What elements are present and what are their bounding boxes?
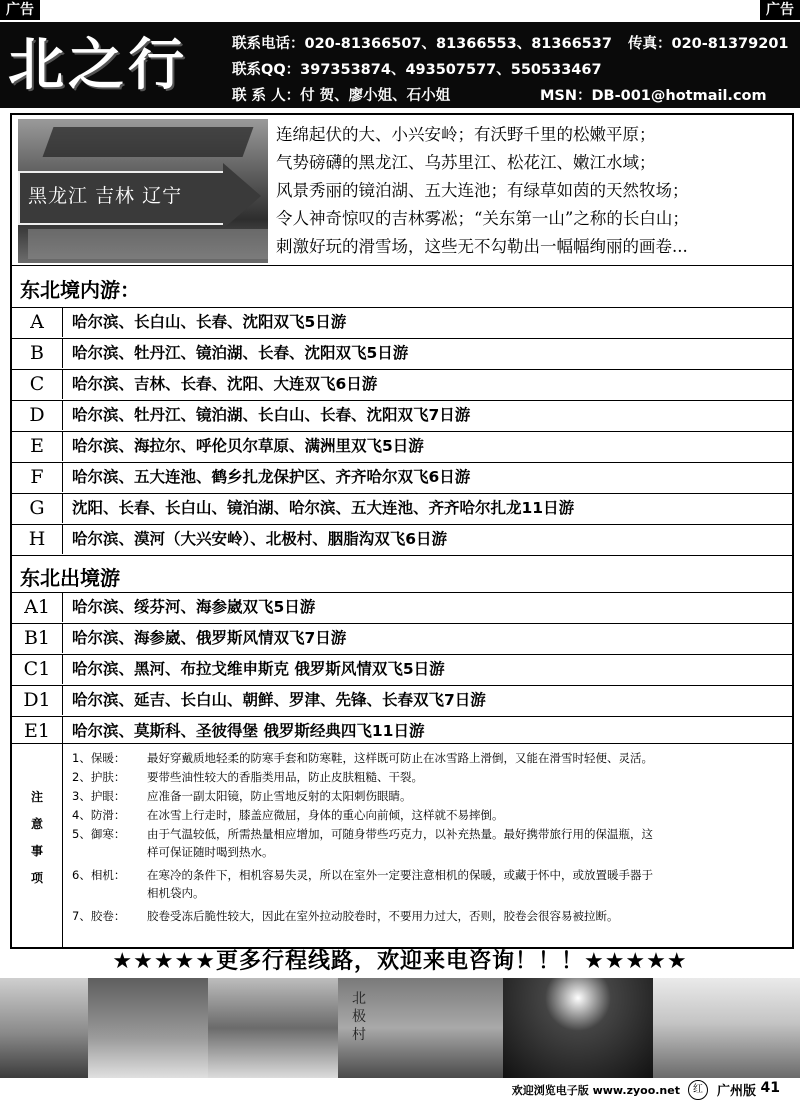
route-desc: 哈尔滨、延吉、长白山、朝鲜、罗津、先锋、长春双飞7日游 [72, 691, 486, 709]
note-number: 4、防滑： [72, 808, 126, 822]
note-item [72, 788, 412, 804]
notes-label-char: 注 [30, 790, 43, 804]
note-item [72, 750, 653, 766]
church-photo [0, 978, 88, 1078]
notes-label-char: 项 [30, 871, 43, 885]
crater-lake-photo [503, 978, 653, 1078]
carving-text: 北极村 [352, 991, 366, 1043]
footer-edition: 广州版 [716, 1084, 756, 1099]
route-code: F [12, 463, 63, 492]
note-item [72, 807, 504, 823]
note-number: 5、御寒： [72, 827, 126, 841]
notes-label-char: 事 [30, 844, 43, 858]
note-text: 在寒冷的条件下，相机容易失灵，所以在室外一定要注意相机的保暖，或藏于怀中，或放置暖手器于 [147, 868, 653, 882]
route-desc: 哈尔滨、海拉尔、呼伦贝尔草原、满洲里双飞5日游 [72, 437, 424, 455]
route-row[interactable] [12, 338, 792, 368]
intro-line: 刺激好玩的滑雪场，这些无不勾勒出一幅幅绚丽的画卷... [276, 237, 688, 256]
route-row[interactable] [12, 400, 792, 430]
route-row[interactable] [12, 716, 792, 746]
route-desc: 哈尔滨、莫斯科、圣彼得堡 俄罗斯经典四飞11日游 [72, 722, 425, 740]
banner-building-shape [43, 127, 254, 157]
ad-label-right: 广告 [760, 0, 800, 20]
route-desc: 哈尔滨、黑河、布拉戈维申斯克 俄罗斯风情双飞5日游 [72, 660, 445, 678]
route-row[interactable] [12, 592, 792, 622]
note-text: 胶卷受冻后脆性较大，因此在室外拉动胶卷时，不要用力过大，否则，胶卷会很容易被拉断。 [147, 909, 619, 923]
route-code: G [12, 494, 63, 523]
route-code: D1 [12, 686, 63, 715]
route-code: E [12, 432, 63, 461]
footer-site-text: 欢迎浏览电子版 www.zyoo.net [511, 1084, 680, 1097]
note-number: 2、护肤： [72, 770, 126, 784]
msn-line: MSN：DB-001@hotmail.com [540, 88, 767, 104]
route-row[interactable] [12, 462, 792, 492]
route-desc: 哈尔滨、长白山、长春、沈阳双飞5日游 [72, 313, 347, 331]
more-routes-banner: ★★★★★更多行程线路，欢迎来电咨询！！！★★★★★ [112, 949, 688, 974]
crane-photo [88, 978, 208, 1078]
stone-carving-photo [338, 978, 503, 1078]
note-item [72, 769, 423, 785]
note-text: 最好穿戴质地轻柔的防寒手套和防寒鞋，这样既可防止在冰雪路上滑倒，又能在滑雪时轻便、灵活。 [147, 751, 653, 765]
header-bar [0, 22, 800, 108]
route-desc: 哈尔滨、牡丹江、镜泊湖、长春、沈阳双飞5日游 [72, 344, 409, 362]
route-row[interactable] [12, 307, 792, 337]
route-code: H [12, 525, 63, 554]
route-desc: 哈尔滨、吉林、长春、沈阳、大连双飞6日游 [72, 375, 378, 393]
domestic-section-title: 东北境内游： [20, 278, 140, 302]
notes-label-char: 意 [30, 817, 43, 831]
banner-caption: 黑龙江 吉林 辽宁 [28, 185, 183, 207]
note-text: 要带些油性较大的香脂类用品，防止皮肤粗糙、干裂。 [147, 770, 423, 784]
intro-line: 连绵起伏的大、小兴安岭；有沃野千里的松嫩平原； [276, 125, 656, 144]
content-panel [10, 113, 794, 949]
banner-ground-shape [28, 229, 268, 259]
route-row[interactable] [12, 524, 792, 554]
outbound-header-row [12, 555, 792, 592]
route-desc: 沈阳、长春、长白山、镜泊湖、哈尔滨、五大连池、齐齐哈尔扎龙11日游 [72, 499, 575, 517]
notes-section [12, 743, 792, 948]
note-number: 1、保暖： [72, 751, 126, 765]
ad-label-left: 广告 [0, 0, 40, 20]
note-text: 在冰雪上行走时，膝盖应微屈，身体的重心向前倾，这样就不易摔倒。 [147, 808, 504, 822]
intro-line: 风景秀丽的镜泊湖、五大连池；有绿草如茵的天然牧场； [276, 181, 689, 200]
publisher-logo-icon: 红 [688, 1080, 708, 1100]
route-row[interactable] [12, 654, 792, 684]
waterfall-photo [208, 978, 338, 1078]
page-footer [0, 1080, 800, 1100]
note-item [72, 867, 653, 883]
note-item [72, 908, 619, 924]
note-item-continued [72, 885, 205, 901]
route-code: C [12, 370, 63, 399]
note-text: 样可保证随时喝到热水。 [147, 845, 274, 859]
route-code: E1 [12, 717, 63, 746]
route-desc: 哈尔滨、五大连池、鹤乡扎龙保护区、齐齐哈尔双飞6日游 [72, 468, 471, 486]
route-code: A [12, 308, 63, 337]
note-number: 3、护眼： [72, 789, 126, 803]
route-desc: 哈尔滨、绥芬河、海参崴双飞5日游 [72, 598, 316, 616]
note-text: 相机袋内。 [147, 886, 205, 900]
route-row[interactable] [12, 431, 792, 461]
intro-line: 令人神奇惊叹的吉林雾凇；“关东第一山”之称的长白山； [276, 209, 689, 228]
note-text: 由于气温较低，所需热量相应增加，可随身带些巧克力，以补充热量。最好携带旅行用的保温瓶，这 [147, 827, 653, 841]
route-code: B1 [12, 624, 63, 653]
route-code: C1 [12, 655, 63, 684]
route-desc: 哈尔滨、牡丹江、镜泊湖、长白山、长春、沈阳双飞7日游 [72, 406, 471, 424]
brand-logo: 北之行 [8, 32, 188, 98]
route-code: A1 [12, 593, 63, 622]
route-row[interactable] [12, 685, 792, 715]
note-text: 应准备一副太阳镜，防止雪地反射的太阳刺伤眼睛。 [147, 789, 412, 803]
route-desc: 哈尔滨、漠河（大兴安岭）、北极村、胭脂沟双飞6日游 [72, 530, 448, 548]
route-row[interactable] [12, 493, 792, 523]
fax-line: 传真：020-81379201 [628, 36, 789, 52]
route-desc: 哈尔滨、海参崴、俄罗斯风情双飞7日游 [72, 629, 347, 647]
contacts-line: 联 系 人：付 贺、廖小姐、石小姐 [232, 88, 451, 104]
arrow-right-icon [223, 163, 261, 229]
banner-image [18, 119, 268, 263]
route-row[interactable] [12, 623, 792, 653]
route-row[interactable] [12, 369, 792, 399]
grassland-photo [653, 978, 800, 1078]
note-number: 7、胶卷： [72, 909, 126, 923]
route-code: B [12, 339, 63, 368]
note-item [72, 826, 653, 842]
note-number: 6、相机： [72, 868, 126, 882]
outbound-section-title: 东北出境游 [20, 566, 120, 590]
phone-line: 联系电话：020-81366507、81366553、81366537 [232, 36, 612, 52]
divider [12, 265, 792, 266]
intro-line: 气势磅礴的黑龙江、乌苏里江、松花江、嫩江水域； [276, 153, 656, 172]
route-code: D [12, 401, 63, 430]
notes-label [12, 744, 63, 948]
page-number: 41 [760, 1080, 780, 1096]
photo-strip [0, 978, 800, 1078]
qq-line: 联系QQ：397353874、493507577、550533467 [232, 62, 602, 78]
note-item-continued [72, 844, 274, 860]
